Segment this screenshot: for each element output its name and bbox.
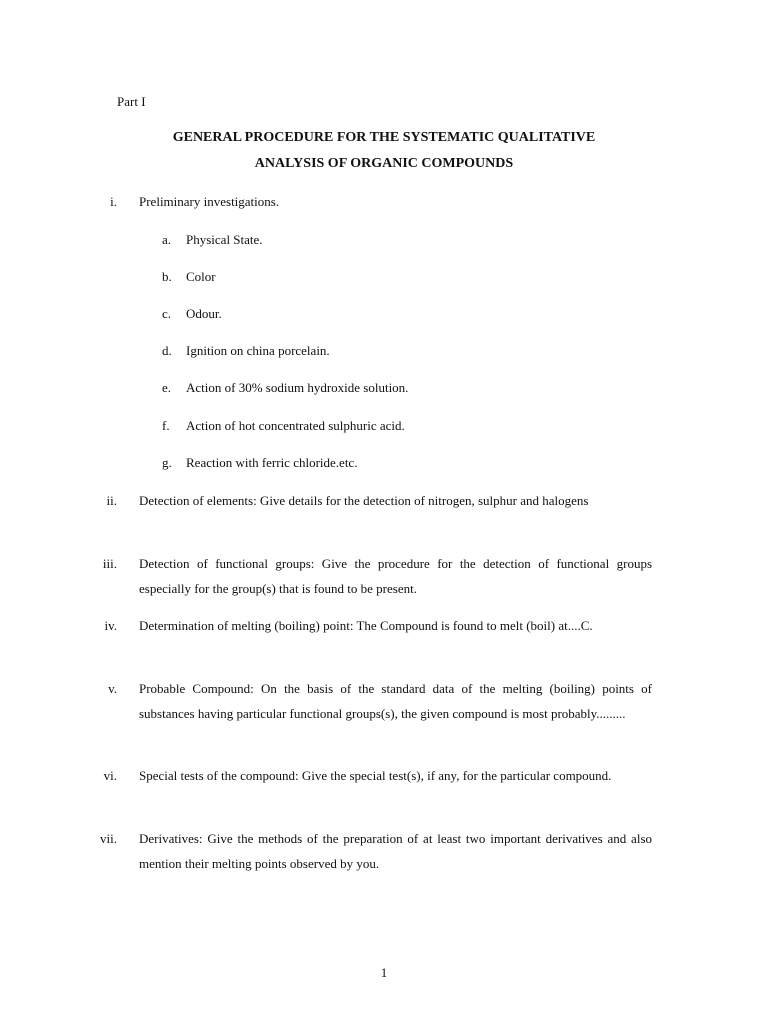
item-number: iv. xyxy=(104,618,117,633)
sub-item-letter: g. xyxy=(162,455,172,470)
sub-item-text: Color xyxy=(186,269,216,284)
sub-item-text: Ignition on china porcelain. xyxy=(186,343,330,358)
item-text: Detection of elements: Give details for the detection of nitrogen, sulphur and halogens xyxy=(139,493,589,508)
sub-item-text: Action of hot concentrated sulphuric acid. xyxy=(186,418,405,433)
item-number: i. xyxy=(110,194,117,209)
title-line-1: GENERAL PROCEDURE FOR THE SYSTEMATIC QUALITATIVE xyxy=(172,130,596,145)
part-label: Part I xyxy=(117,94,146,109)
title-line-2: ANALYSIS OF ORGANIC COMPOUNDS xyxy=(254,156,514,171)
item-text: Derivatives: Give the methods of the preparation of at least two important derivatives and also mention their melting points observed by you. xyxy=(139,831,652,871)
item-text: Special tests of the compound: Give the special test(s), if any, for the particular compound. xyxy=(139,768,612,783)
item-text: Detection of functional groups: Give the procedure for the detection of functional groups especially for the group(s) that is found to be present. xyxy=(139,556,652,596)
item-number: v. xyxy=(108,681,117,696)
sub-item-text: Action of 30% sodium hydroxide solution. xyxy=(186,380,409,395)
sub-item-text: Reaction with ferric chloride.etc. xyxy=(186,455,358,470)
page-number: 1 xyxy=(380,965,388,980)
item-text: Determination of melting (boiling) point: The Compound is found to melt (boil) at....C. xyxy=(139,618,593,633)
sub-item-text: Physical State. xyxy=(186,232,263,247)
item-number: vii. xyxy=(100,831,117,846)
item-number: vi. xyxy=(103,768,117,783)
sub-item-letter: f. xyxy=(162,418,170,433)
sub-item-letter: c. xyxy=(162,306,172,321)
sub-item-letter: e. xyxy=(162,380,172,395)
sub-item-letter: d. xyxy=(162,343,172,358)
item-text: Probable Compound: On the basis of the standard data of the melting (boiling) points of substances having particular functional groups(s), the given compound is most probably......... xyxy=(139,681,652,721)
sub-item-text: Odour. xyxy=(186,306,222,321)
item-number: ii. xyxy=(106,493,117,508)
sub-item-letter: b. xyxy=(162,269,172,284)
sub-item-letter: a. xyxy=(162,232,172,247)
item-number: iii. xyxy=(102,556,117,571)
item-text: Preliminary investigations. xyxy=(139,194,280,209)
